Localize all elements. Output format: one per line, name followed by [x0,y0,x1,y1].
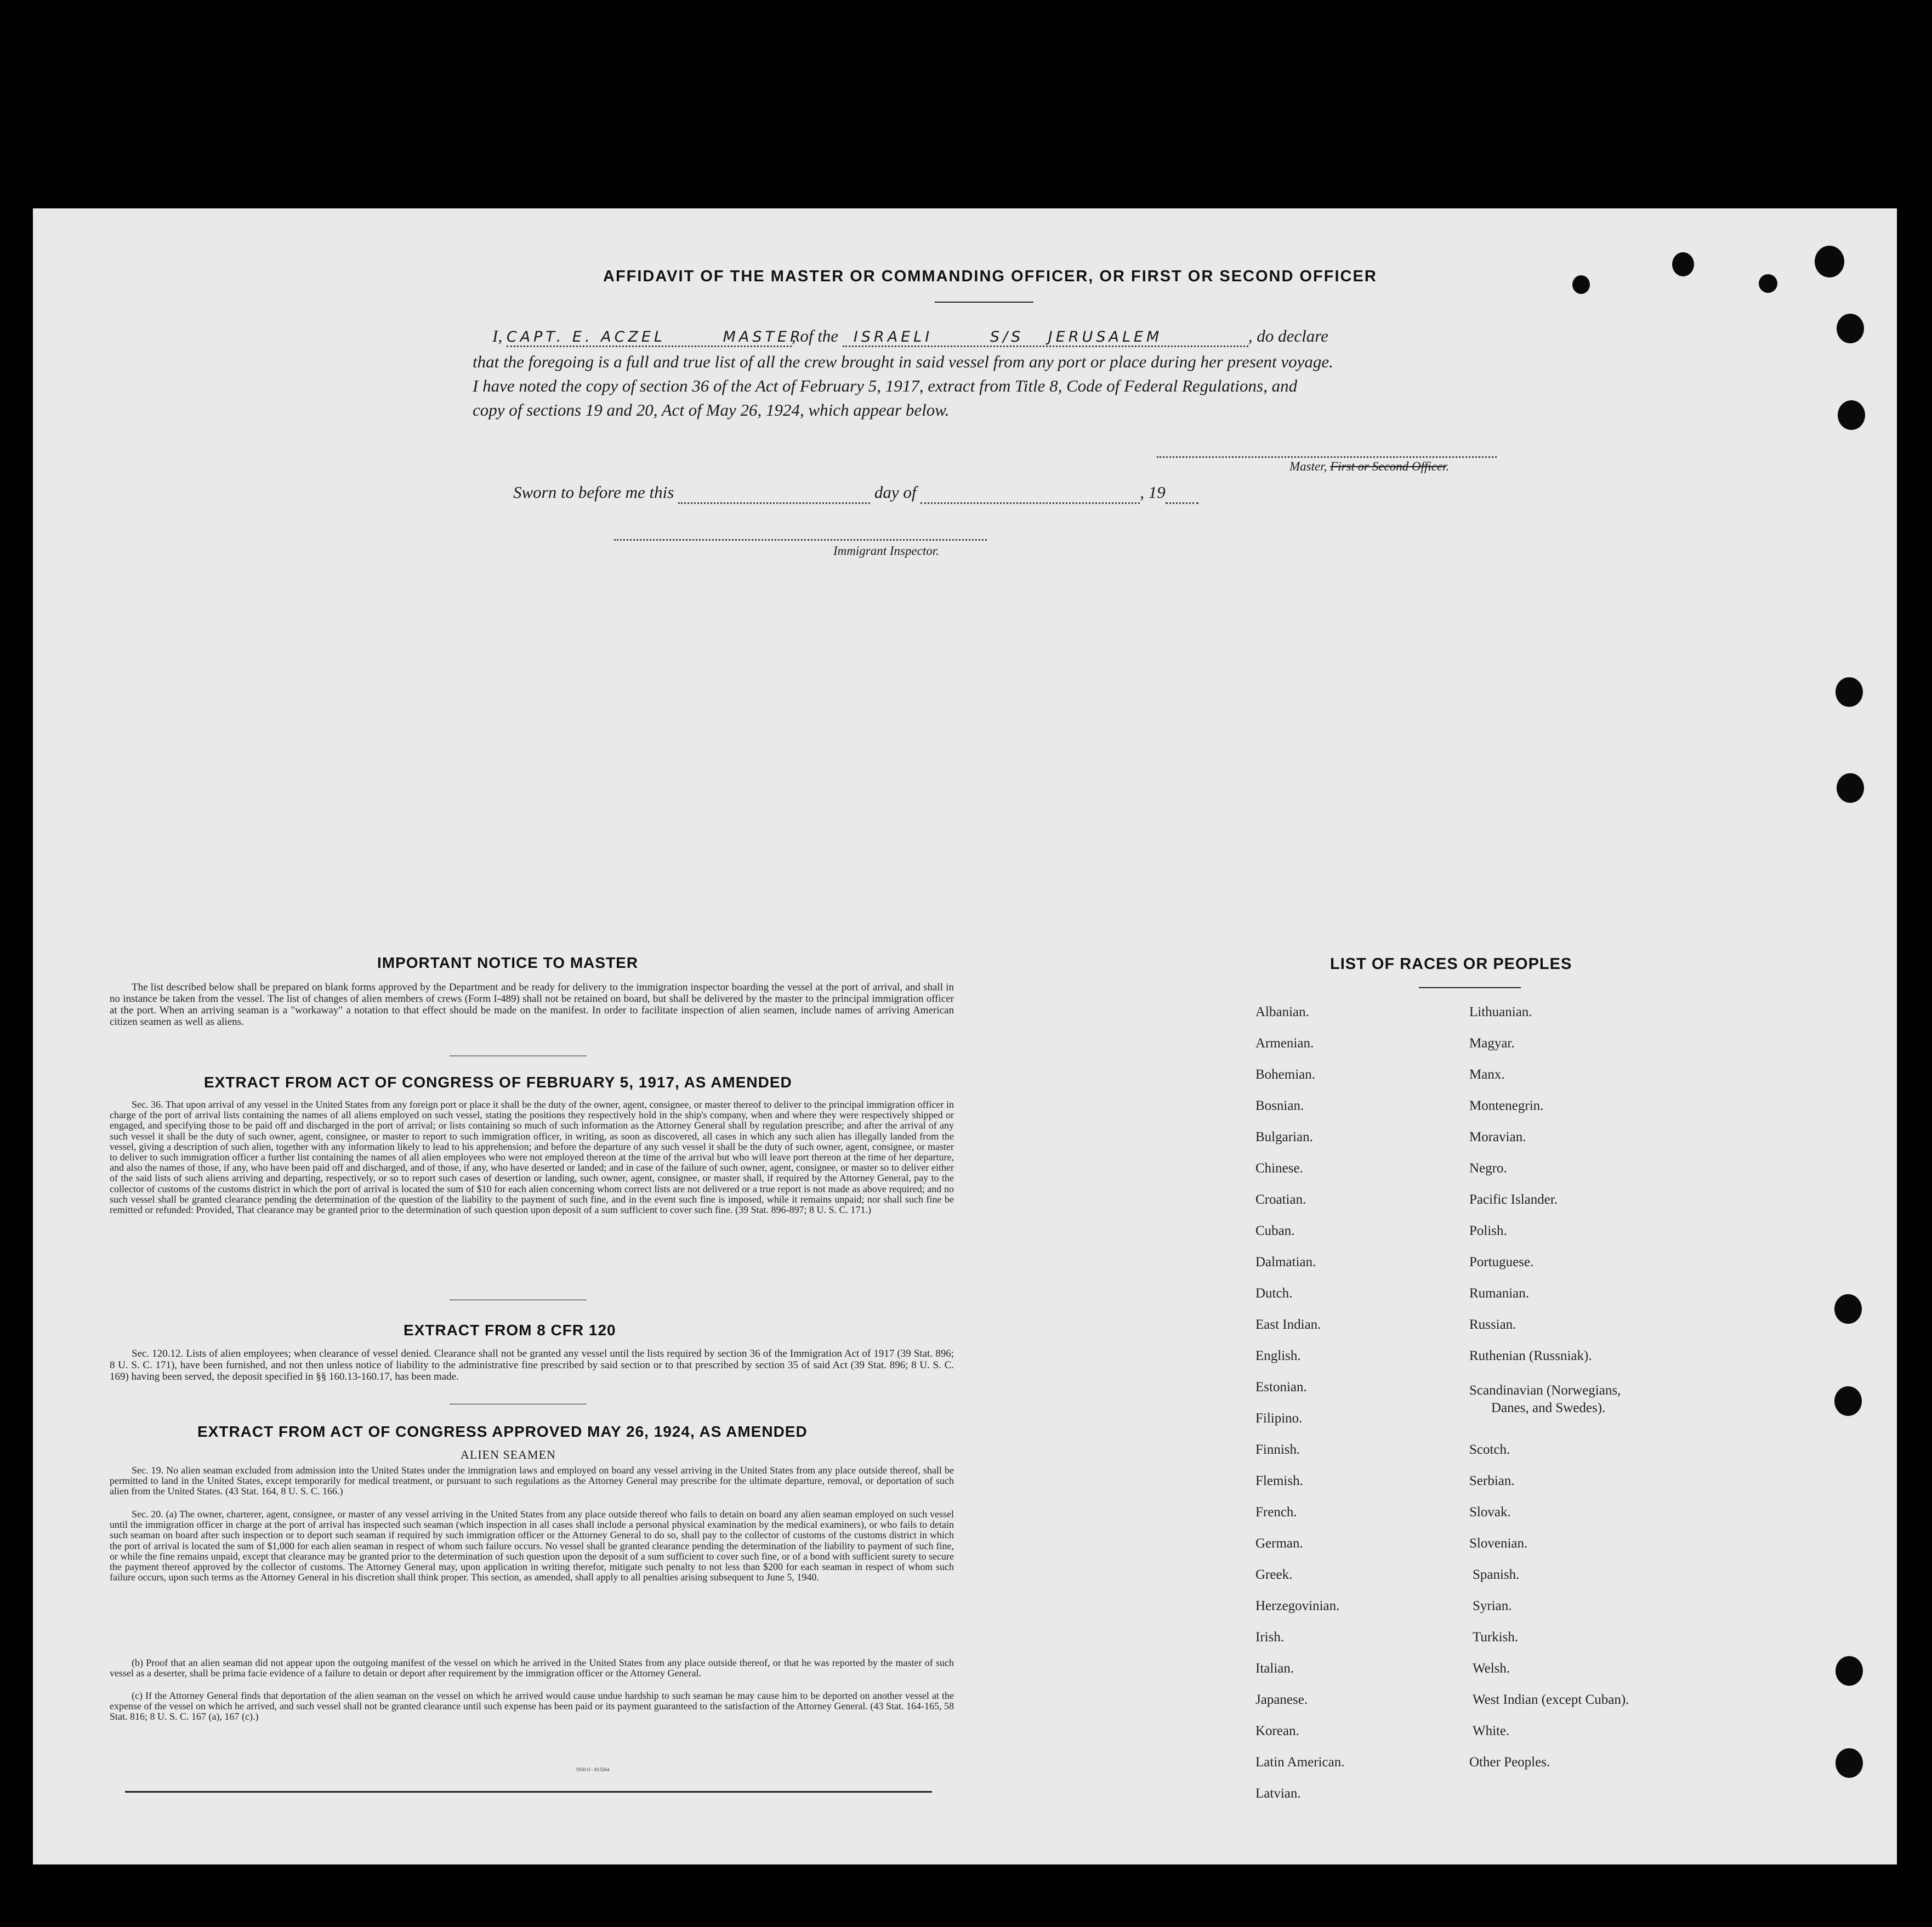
race-right-21: Turkish. [1473,1630,1519,1645]
race-left-01: Albanian. [1255,1005,1309,1019]
race-left-10: Dutch. [1255,1286,1293,1301]
sworn-day-field [678,483,870,504]
punch-hole [1672,252,1694,276]
race-left-06: Chinese. [1255,1161,1303,1176]
race-left-13: Estonian. [1255,1380,1307,1395]
sworn-line [513,483,1198,504]
vessel-name: JERUSALEM [1048,328,1163,345]
races-rule [1419,987,1521,988]
affidavit-line-1 [492,326,1550,347]
race-left-05: Bulgarian. [1255,1130,1313,1144]
race-right-14: Danes, and Swedes). [1491,1401,1606,1415]
sec20b-body: (b) Proof that an alien seaman did not appear upon the outgoing manifest of the vessel on which he arrived in the United States from any place outside thereof, or that he was reported by the master of such vessel as a deserter, shall be prima facie evidence of a failure to detain or deport after requirement by the immigration officer or the Attorney General. [110,1657,954,1679]
punch-hole [1572,275,1590,294]
notice-title: IMPORTANT NOTICE TO MASTER [377,954,639,971]
race-left-19: Greek. [1255,1567,1293,1582]
race-right-05: Moravian. [1469,1130,1526,1144]
master-signature-line [1157,456,1497,458]
notice-body: The list described below shall be prepared on blank forms approved by the Department and be ready for delivery to the immigration inspector boarding the vessel at the port of arrival, and shall in no instance be taken from the vessel. The list of changes of alien members of crews (Form I-489) shall not be retained on board, but shall be delivered by the master to the principal immigration officer at the port. When an arriving seaman is a "workaway" a notation to that effect should be made on the manifest. In order to facilitate inspection of alien seamen, include names of arriving American citizen seamen as well as aliens. [110,982,954,1028]
race-right-22: Welsh. [1473,1661,1510,1676]
bottom-rule [125,1791,932,1793]
race-right-06: Negro. [1469,1161,1507,1176]
alien-seamen-subtitle: ALIEN SEAMEN [461,1448,556,1461]
race-left-25: Latin American. [1255,1755,1345,1770]
inspector-caption: Immigrant Inspector. [833,544,939,558]
sworn-year-field [1166,483,1198,504]
inspector-signature-line [614,539,987,541]
race-right-11: Russian. [1469,1317,1516,1332]
races-title: LIST OF RACES OR PEOPLES [1330,955,1572,973]
race-left-04: Bosnian. [1255,1098,1304,1113]
sec20a-body: Sec. 20. (a) The owner, charterer, agent, consignee, or master of any vessel arriving in the United States from any place outside thereof who fails to detain on board any alien seaman employed on such vessel until the immigration officer in charge at the port of arrival has inspected such seaman (which inspection in all cases shall include a personal physical examination by the medical examiners), or who fails to detain such seaman on board after such inspection or to deport such seaman if required by such immigration officer or the Attorney General to do so, shall pay to the collector of customs of the customs district in which the port of arrival is located the sum of $1,000 for each alien seaman in respect of whom such failure occurs. No vessel shall be granted clearance pending the determination of the liability to payment of such fine, or while the fine remains unpaid, except that clearance may be granted prior to the determination of such question upon the deposit of a sum sufficient to cover such fine, or of a bond with sufficient surety to secure the payment thereof approved by the collector of customs. The Attorney General may, upon application in writing therefor, mitigate such penalty to not less than $200 for each seaman in respect of whom such failure occurs, upon such terms as the Attorney General in his discretion shall think proper. This section, as amended, shall apply to all penalties arising subsequent to June 5, 1940. [110,1509,954,1583]
punch-hole [1838,400,1865,430]
print-code: 1950 O - 813264 [576,1767,610,1772]
race-right-02: Magyar. [1469,1036,1515,1051]
race-right-15: Scotch. [1469,1442,1510,1457]
race-right-07: Pacific Islander. [1469,1192,1558,1207]
year-prefix: , 19 [1140,483,1166,502]
race-right-17: Slovak. [1469,1505,1511,1520]
race-right-16: Serbian. [1469,1473,1515,1488]
declarant-name: CAPT. E. ACZEL [506,328,666,345]
signature-caption: Master, First or Second Officer. [1289,460,1450,473]
punch-hole [1837,314,1864,343]
race-left-24: Korean. [1255,1724,1299,1738]
race-left-26: Latvian. [1255,1786,1301,1801]
declarant-rank: MASTER [723,328,804,345]
affidavit-line-4: copy of sections 19 and 20, Act of May 26, 1924, which appear below. [473,400,950,420]
sec19-body: Sec. 19. No alien seaman excluded from admission into the United States under the immigration laws and employed on board any vessel arriving in the United States from any place outside thereof, shall be permitted to land in the United States, except temporarily for medical treatment, or pursuant to such regulations as the Attorney General may prescribe for the ultimate departure, removal, or deportation of such alien from the United States. (43 Stat. 164, 8 U. S. C. 166.) [110,1465,954,1497]
punch-hole [1836,677,1863,707]
race-left-12: English. [1255,1348,1301,1363]
race-left-17: French. [1255,1505,1297,1520]
of-the-text: , of the [791,326,839,345]
vessel-field [843,328,1248,347]
race-left-08: Cuban. [1255,1223,1295,1238]
race-left-03: Bohemian. [1255,1067,1316,1082]
extract-1924-title: EXTRACT FROM ACT OF CONGRESS APPROVED MAY 26, 1924, AS AMENDED [197,1423,808,1440]
vessel-nationality: ISRAELI [853,328,933,345]
race-right-03: Manx. [1469,1067,1505,1082]
signature-struck-text: First or Second Officer [1330,460,1446,473]
punch-hole [1815,246,1844,277]
race-right-23: West Indian (except Cuban). [1473,1692,1629,1707]
race-right-19: Spanish. [1473,1567,1520,1582]
signature-label: Master, [1289,460,1327,473]
punch-hole [1834,1294,1862,1324]
race-right-09: Portuguese. [1469,1255,1534,1269]
race-right-25: Other Peoples. [1469,1755,1550,1770]
race-left-07: Croatian. [1255,1192,1306,1207]
race-right-10: Rumanian. [1469,1286,1530,1301]
race-left-09: Dalmatian. [1255,1255,1316,1269]
race-left-14: Filipino. [1255,1411,1303,1426]
extract-cfr-title: EXTRACT FROM 8 CFR 120 [404,1322,616,1339]
affidavit-line-3: I have noted the copy of section 36 of the Act of February 5, 1917, extract from Title 8, Code of Federal Regulations, and [473,376,1298,395]
sworn-month-field [920,483,1140,504]
sworn-prefix: Sworn to before me this [513,483,674,502]
extract-cfr-body: Sec. 120.12. Lists of alien employees; when clearance of vessel denied. Clearance shall not be granted any vessel until the lists required by section 36 of the Immigration Act of 1917 (39 Stat. 896; 8 U. S. C. 171), have been furnished, and not then unless notice of liability to the administrative fine prescribed by said section or to that prescribed by section 35 of said Act (39 Stat. 896; 8 U. S. C. 169) having been served, the deposit specified in §§ 160.13-160.17, has been made. [110,1348,954,1382]
race-left-21: Irish. [1255,1630,1285,1645]
race-left-16: Flemish. [1255,1473,1303,1488]
declarant-prefix: I, [492,326,503,345]
punch-hole [1834,1386,1862,1416]
title-rule [935,302,1033,303]
affidavit-title: AFFIDAVIT OF THE MASTER OR COMMANDING OFFICER, OR FIRST OR SECOND OFFICER [603,268,1377,285]
punch-hole [1837,773,1864,803]
affidavit-line-2: that the foregoing is a full and true list of all the crew brought in said vessel from any port or place during her present voyage. [473,352,1333,371]
race-left-23: Japanese. [1255,1692,1308,1707]
race-left-22: Italian. [1255,1661,1294,1676]
race-left-15: Finnish. [1255,1442,1300,1457]
race-right-18: Slovenian. [1469,1536,1528,1551]
punch-hole [1836,1748,1863,1778]
vessel-type: S/S [990,328,1024,345]
race-left-20: Herzegovinian. [1255,1599,1340,1613]
race-left-18: German. [1255,1536,1303,1551]
do-declare-text: , do declare [1248,326,1328,345]
race-right-20: Syrian. [1473,1599,1512,1613]
punch-hole [1836,1656,1863,1686]
declarant-name-field [506,328,804,347]
race-right-13: Scandinavian (Norwegians, [1469,1383,1621,1398]
race-right-12: Ruthenian (Russniak). [1469,1348,1592,1363]
punch-hole [1759,274,1777,293]
extract-1917-body: Sec. 36. That upon arrival of any vessel in the United States from any foreign port or place it shall be the duty of the owner, agent, consignee, or master thereof to deliver to the principal immigration officer in charge of the port of arrival lists containing the names of all aliens employed on such vessel, stating the positions they respectively hold in the ship's company, when and where they were respectively shipped or engaged, and specifying those to be paid off and discharged in the port of arrival; or lists containing so much of such information as the Attorney General shall by regulation prescribe; and after the arrival of any such vessel it shall be the duty of such owner, agent, consignee, or master to report to such immigration officer, in writing, as soon as discovered, all cases in which any such alien has illegally landed from the vessel, giving a description of such alien, together with any information likely to lead to his apprehension; and before the departure of any such vessel it shall be the duty of such owner, agent, consignee, or master to deliver to such immigration officer a further list containing the names of all alien employees who were not employed thereon at the time of the arrival but who will leave port thereon at the time of her departure, and also the names of those, if any, who have been paid off and discharged, and of those, if any, who have deserted or landed; and in case of the failure of such owner, agent, consignee, or master so to deliver either of the said lists of such aliens arriving and departing, respectively, or so to report such cases of desertion or landing, such owner, agent, consignee, or master shall, if required by the Attorney General, pay to the collector of customs of the customs district in which the port of arrival is located the sum of $10 for each alien concerning whom correct lists are not delivered or a true report is not made as above required; and no such vessel shall be granted clearance pending the determination of the question of the liability to the payment of such fine, and in the event such fine is imposed, while it remains unpaid; nor shall such fine be remitted or refunded: Provided, That clearance may be granted prior to the determination of such question upon deposit of a sum sufficient to cover such fine. (39 Stat. 896-897; 8 U. S. C. 171.) [110,1099,954,1216]
extract-1917-title: EXTRACT FROM ACT OF CONGRESS OF FEBRUARY 5, 1917, AS AMENDED [204,1074,792,1091]
day-of-text: day of [874,483,917,502]
race-left-11: East Indian. [1255,1317,1321,1332]
race-right-08: Polish. [1469,1223,1507,1238]
race-left-02: Armenian. [1255,1036,1314,1051]
race-right-04: Montenegrin. [1469,1098,1544,1113]
sec20c-body: (c) If the Attorney General finds that deportation of the alien seaman on the vessel on which he arrived would cause undue hardship to such seaman he may cause him to be deported on another vessel at the expense of the vessel on which he arrived, and such vessel shall not be granted clearance until such expense has been paid or its payment guaranteed to the satisfaction of the Attorney General. (43 Stat. 164-165, 58 Stat. 816; 8 U. S. C. 167 (a), 167 (c).) [110,1690,954,1722]
race-right-24: White. [1473,1724,1510,1738]
document-sheet [33,208,1897,1864]
race-right-01: Lithuanian. [1469,1005,1532,1019]
